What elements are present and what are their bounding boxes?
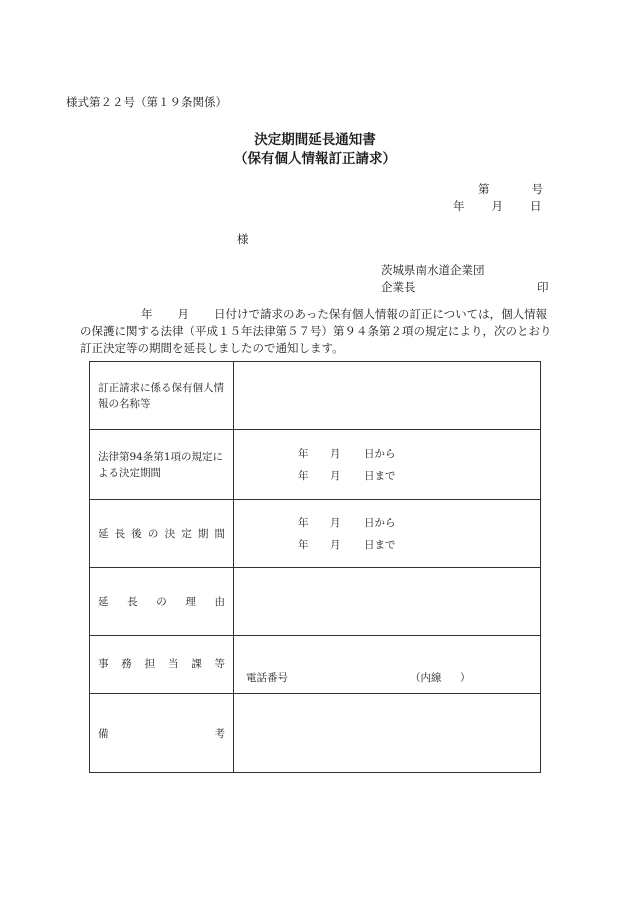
value-remarks[interactable] <box>234 694 541 773</box>
table-row <box>90 568 541 636</box>
value-decision-period[interactable]: 年 月 日から 年 月 日まで <box>234 430 541 500</box>
row-label-office: 事 務 担 当 課 等 <box>90 636 234 694</box>
phone-label: 電話番号 <box>246 672 288 684</box>
extension-close: ） <box>460 672 471 684</box>
row-label-remarks: 備 考 <box>90 694 234 773</box>
row-label-decision-period: 法律第94条第1項の規定による決定期間 <box>90 430 234 500</box>
row-label-info-name: 訂正請求に係る保有個人情報の名称等 <box>90 362 234 430</box>
table-row <box>90 694 541 773</box>
document-subtitle: （保有個人情報訂正請求） <box>234 151 396 167</box>
date-day: 日 <box>530 199 542 213</box>
number-suffix: 号 <box>531 182 543 196</box>
sender-organization: 茨城県南水道企業団 <box>381 263 485 277</box>
table-row <box>90 636 541 694</box>
sender-position: 企業長 <box>381 280 416 294</box>
value-office[interactable] <box>234 636 541 694</box>
extension-label: （内線 <box>410 672 442 684</box>
value-reason[interactable] <box>234 568 541 636</box>
notice-table <box>89 361 541 773</box>
row-label-extended-period: 延 長 後 の 決 定 期 間 <box>90 500 234 568</box>
body-text: 日付けで請求のあった保有個人情報の訂正については，個人情報の保護に関する法律（平成１５年法律第５７号）第９４条第２項の規定により，次のとおり訂正決定等の期間を延長しましたので通知します。 <box>80 307 552 355</box>
date-month: 月 <box>491 199 503 213</box>
document-title: 決定期間延長通知書 <box>254 132 376 148</box>
body-paragraph <box>80 306 556 357</box>
form-number: 様式第２２号（第１９条関係） <box>66 95 227 109</box>
date-year: 年 <box>453 199 465 213</box>
document-number-line <box>478 181 543 197</box>
document-date-line <box>453 198 542 214</box>
body-month: 月 <box>177 307 189 321</box>
value-extended-period[interactable]: 年 月 日から 年 月 日まで <box>234 500 541 568</box>
seal-mark: 印 <box>537 280 549 294</box>
row-label-reason: 延 長 の 理 由 <box>90 568 234 636</box>
table-row <box>90 500 541 568</box>
addressee-honorific: 様 <box>237 232 249 246</box>
number-prefix: 第 <box>478 182 490 196</box>
table-row <box>90 362 541 430</box>
body-year: 年 <box>141 307 153 321</box>
value-info-name[interactable] <box>234 362 541 430</box>
table-row <box>90 430 541 500</box>
